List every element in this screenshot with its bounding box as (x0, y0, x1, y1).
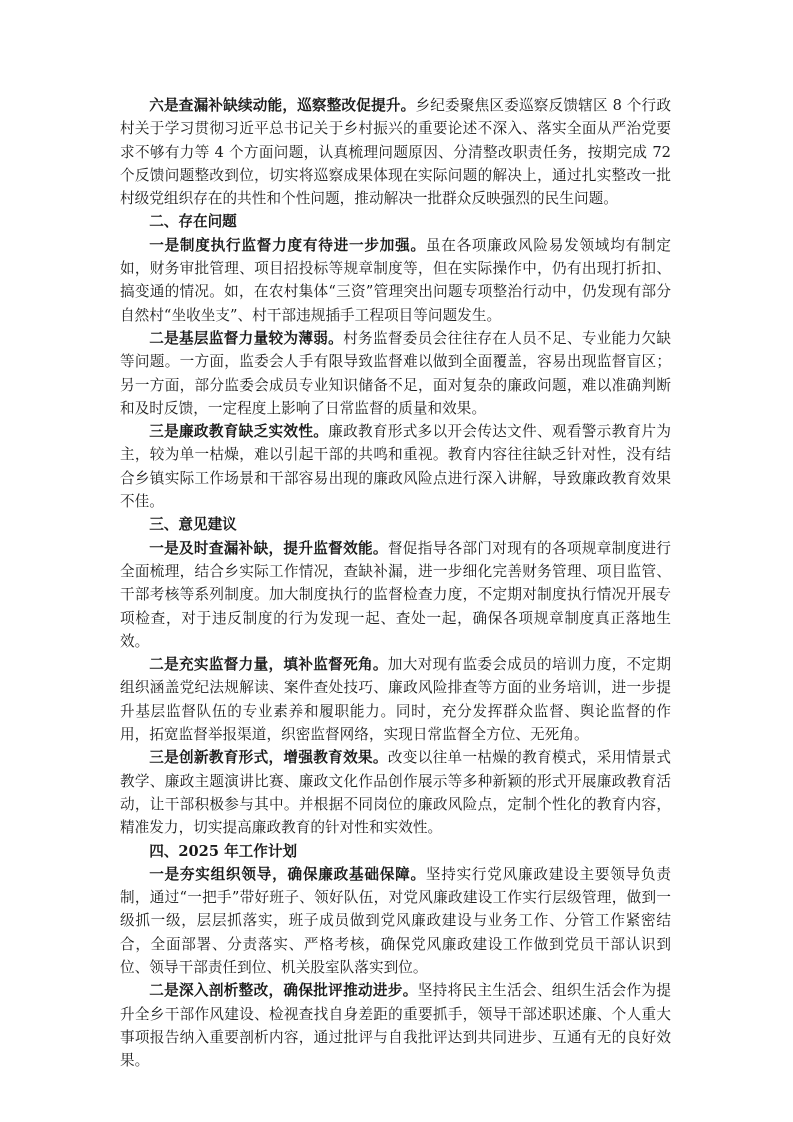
paragraph-7 (120, 746, 671, 839)
paragraph-1-text: 乡纪委聚焦区委巡察反馈辖区 8 个行政村关于学习贯彻习近平总书记关于乡村振兴的重要论述不深入、落实全面从严治党要求不够有力等 4 个方面问题，认真梳理问题原因、分清整改职责任务，按期完成 72 个反馈问题整改到位，切实将巡察成果体现在实际问题的解决上，通过扎实整改一批村级党组织存在的共性和个性问题，推动解决一批群众反映强烈的民生问题。 (120, 97, 671, 208)
paragraph-6-text: 加大对现有监委会成员的培训力度，不定期组织涵盖党纪法规解读、案件查处技巧、廉政风险排查等方面的业务培训，进一步提升基层监督队伍的专业素养和履职能力。同时，充分发挥群众监督、舆论监督的作用，拓宽监督举报渠道，织密监督网络，实现日常监督全方位、无死角。 (120, 656, 671, 744)
section-heading-4: 四、2025 年工作计划 (149, 842, 298, 860)
paragraph-3-text: 村务监督委员会往往存在人员不足、专业能力欠缺等问题。一方面，监委会人手有限导致监督难以做到全面覆盖，容易出现监督盲区；另一方面，部分监委会成员专业知识储备不足，面对复杂的廉政问题，难以准确判断和及时反馈，一定程度上影响了日常监督的质量和效果。 (120, 329, 671, 417)
paragraph-9-lead: 二是深入剖析整改，确保批评推动进步。 (149, 982, 418, 1000)
paragraph-1-lead: 六是查漏补缺续动能，巡察整改促提升。 (149, 97, 416, 114)
paragraph-4-text: 廉政教育形式多以开会传达文件、观看警示教育片为主，较为单一枯燥，难以引起干部的共鸣和重视。教育内容往往缺乏针对性，没有结合乡镇实际工作场景和干部容易出现的廉政风险点进行深入讲解，导致廉政教育效果不佳。 (120, 423, 671, 511)
paragraph-3-lead: 二是基层监督力量较为薄弱。 (149, 329, 344, 347)
paragraph-1 (120, 94, 671, 210)
paragraph-2-lead: 一是制度执行监督力度有待进一步加强。 (149, 236, 426, 254)
paragraph-4 (120, 420, 671, 513)
paragraph-9 (120, 979, 671, 1072)
paragraph-5-lead: 一是及时查漏补缺，提升监督效能。 (149, 539, 388, 557)
section-heading-2: 二、存在问题 (149, 213, 237, 231)
paragraph-5 (120, 537, 671, 653)
paragraph-5-text: 督促指导各部门对现有的各项规章制度进行全面梳理，结合乡实际工作情况，查缺补漏，进一步细化完善财务管理、项目监管、干部考核等系列制度。加大制度执行的监督检查力度，不定期对制度执行情况开展专项检查，对于违反制度的行为发现一起、查处一起，确保各项规章制度真正落地生效。 (120, 539, 671, 650)
paragraph-6 (120, 653, 671, 746)
paragraph-3 (120, 327, 671, 420)
section-heading-3: 三、意见建议 (149, 516, 237, 534)
paragraph-4-lead: 三是廉政教育缺乏实效性。 (149, 423, 329, 441)
paragraph-2 (120, 234, 671, 327)
paragraph-7-lead: 三是创新教育形式，增强教育效果。 (149, 749, 388, 767)
paragraph-8-text: 坚持实行党风廉政建设主要领导负责制，通过“一把手”带好班子、领好队伍，对党风廉政建设工作实行层级管理，做到一级抓一级，层层抓落实，班子成员做到党风廉政建设与业务工作、分管工作紧密结合，全面部署、分责落实、严格考核，确保党风廉政建设工作做到党员干部认识到位、领导干部责任到位、机关股室队落实到位。 (120, 865, 671, 976)
paragraph-8 (120, 863, 671, 979)
paragraph-8-lead: 一是夯实组织领导，确保廉政基础保障。 (149, 865, 426, 883)
paragraph-7-text: 改变以往单一枯燥的教育模式，采用情景式教学、廉政主题演讲比赛、廉政文化作品创作展示等多种新颖的形式开展廉政教育活动，让干部积极参与其中。并根据不同岗位的廉政风险点，定制个性化的教育内容，精准发力，切实提高廉政教育的针对性和实效性。 (120, 749, 671, 837)
paragraph-9-text: 坚持将民主生活会、组织生活会作为提升全乡干部作风建设、检视查找自身差距的重要抓手，领导干部述职述廉、个人重大事项报告纳入重要剖析内容，通过批评与自我批评达到共同进步、互通有无的良好效果。 (120, 982, 671, 1070)
paragraph-6-lead: 二是充实监督力量，填补监督死角。 (149, 656, 388, 674)
paragraph-2-text: 虽在各项廉政风险易发领域均有制定如，财务审批管理、项目招投标等规章制度等，但在实际操作中，仍有出现打折扣、搞变通的情况。如，在农村集体“三资”管理突出问题专项整治行动中，仍发现有部分自然村“坐收坐支”、村干部违规插手工程项目等问题发生。 (120, 236, 671, 324)
